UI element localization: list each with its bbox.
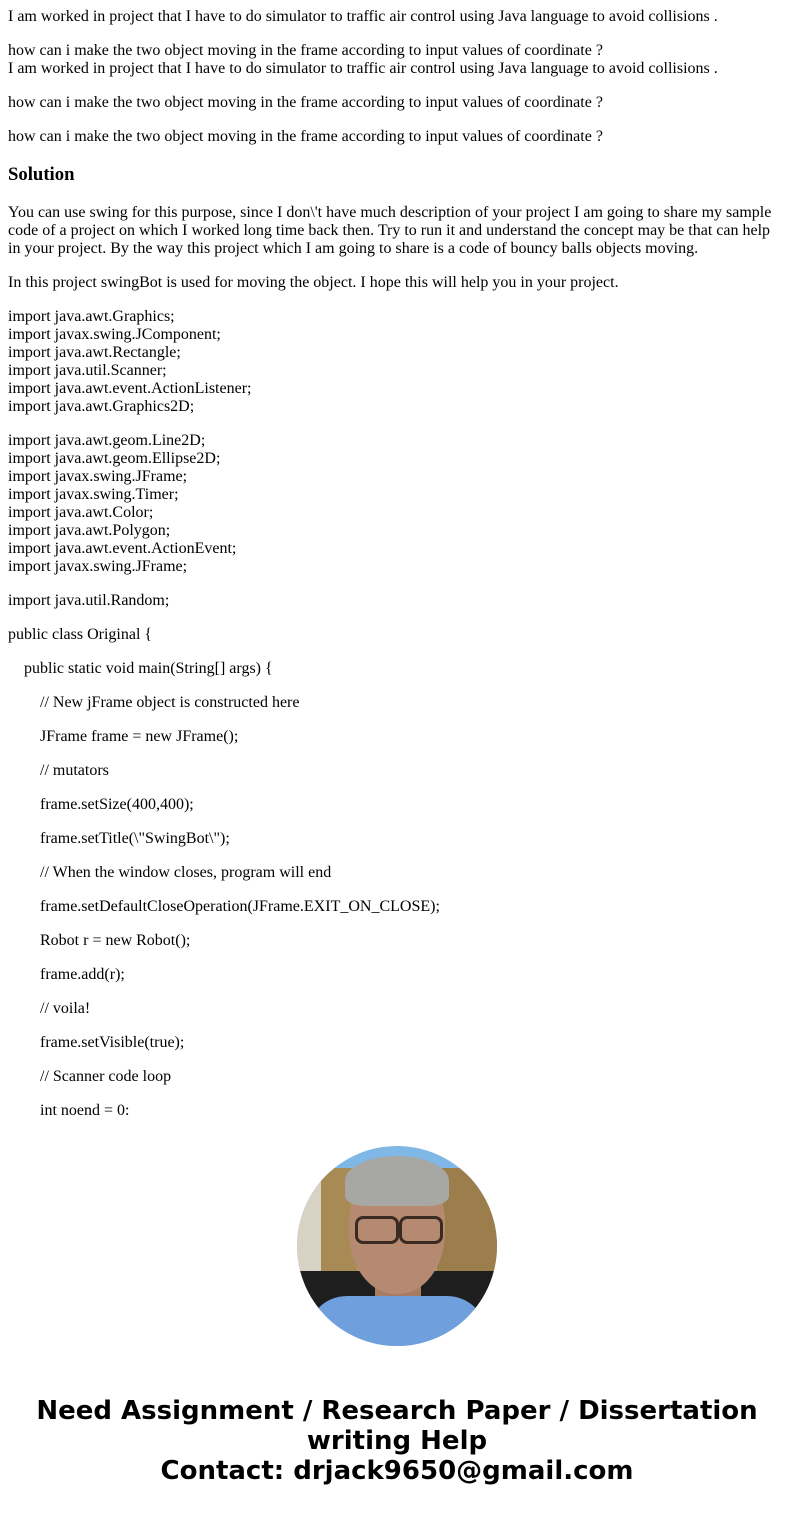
code-line: // When the window closes, program will end xyxy=(40,864,332,881)
question-paragraph xyxy=(8,42,786,78)
import-random: import java.util.Random; xyxy=(8,592,170,609)
code-line: // Scanner code loop xyxy=(40,1068,172,1085)
solution-intro: You can use swing for this purpose, since I don\'t have much description of your project I am going to share my sample code of a project on which I worked long time back then. Try to run it and understand the concept may be that can help in your project. By the way this project which I am going to share is a code of bouncy balls objects moving. xyxy=(8,204,772,257)
code-line: import java.awt.event.ActionListener; xyxy=(8,380,252,397)
code-line: Robot r = new Robot(); xyxy=(40,932,191,949)
question-paragraph: how can i make the two object moving in the frame according to input values of coordinate ? xyxy=(8,94,603,111)
code-line: // New jFrame object is constructed here xyxy=(40,694,300,711)
code-line: import java.awt.geom.Line2D; xyxy=(8,432,206,449)
code-line: // voila! xyxy=(40,1000,91,1017)
code-line: import java.awt.geom.Ellipse2D; xyxy=(8,450,221,467)
imports-block-2 xyxy=(8,432,786,576)
avatar-container xyxy=(8,1146,786,1346)
code-line: JFrame frame = new JFrame(); xyxy=(40,728,239,745)
avatar xyxy=(297,1146,497,1346)
contact-banner xyxy=(8,1396,786,1486)
code-line: frame.setVisible(true); xyxy=(40,1034,185,1051)
solution-note: In this project swingBot is used for moving the object. I hope this will help you in your project. xyxy=(8,274,619,291)
solution-heading: Solution xyxy=(8,164,75,185)
class-declaration: public class Original { xyxy=(8,626,153,643)
code-line: import javax.swing.JComponent; xyxy=(8,326,221,343)
code-line: frame.add(r); xyxy=(40,966,125,983)
code-line: import java.awt.Polygon; xyxy=(8,522,171,539)
code-line: import java.awt.Graphics; xyxy=(8,308,175,325)
code-line: import java.awt.Rectangle; xyxy=(8,344,181,361)
code-line: import javax.swing.JFrame; xyxy=(8,468,188,485)
question-paragraph: I am worked in project that I have to do simulator to traffic air control using Java language to avoid collisions . xyxy=(8,8,718,25)
code-line: frame.setTitle(\"SwingBot\"); xyxy=(40,830,230,847)
code-line: import java.awt.Color; xyxy=(8,504,154,521)
code-line: import javax.swing.JFrame; xyxy=(8,558,188,575)
code-line: frame.setDefaultCloseOperation(JFrame.EXIT_ON_CLOSE); xyxy=(40,898,440,915)
code-line: import java.awt.Graphics2D; xyxy=(8,398,195,415)
code-line: int noend = 0: xyxy=(40,1102,130,1119)
help-text: Need Assignment / Research Paper / Dissertation writing Help xyxy=(36,1396,758,1456)
code-line: // mutators xyxy=(40,762,109,779)
question-line: I am worked in project that I have to do simulator to traffic air control using Java language to avoid collisions . xyxy=(8,60,718,77)
code-body xyxy=(8,694,786,1120)
code-line: frame.setSize(400,400); xyxy=(40,796,194,813)
code-line: import java.awt.event.ActionEvent; xyxy=(8,540,237,557)
question-line: how can i make the two object moving in the frame according to input values of coordinate ? xyxy=(8,42,603,59)
question-paragraph: how can i make the two object moving in the frame according to input values of coordinate ? xyxy=(8,128,603,145)
main-declaration: public static void main(String[] args) { xyxy=(24,660,273,677)
imports-block-1 xyxy=(8,308,786,416)
contact-email: Contact: drjack9650@gmail.com xyxy=(160,1456,634,1486)
code-line: import javax.swing.Timer; xyxy=(8,486,179,503)
code-line: import java.util.Scanner; xyxy=(8,362,167,379)
